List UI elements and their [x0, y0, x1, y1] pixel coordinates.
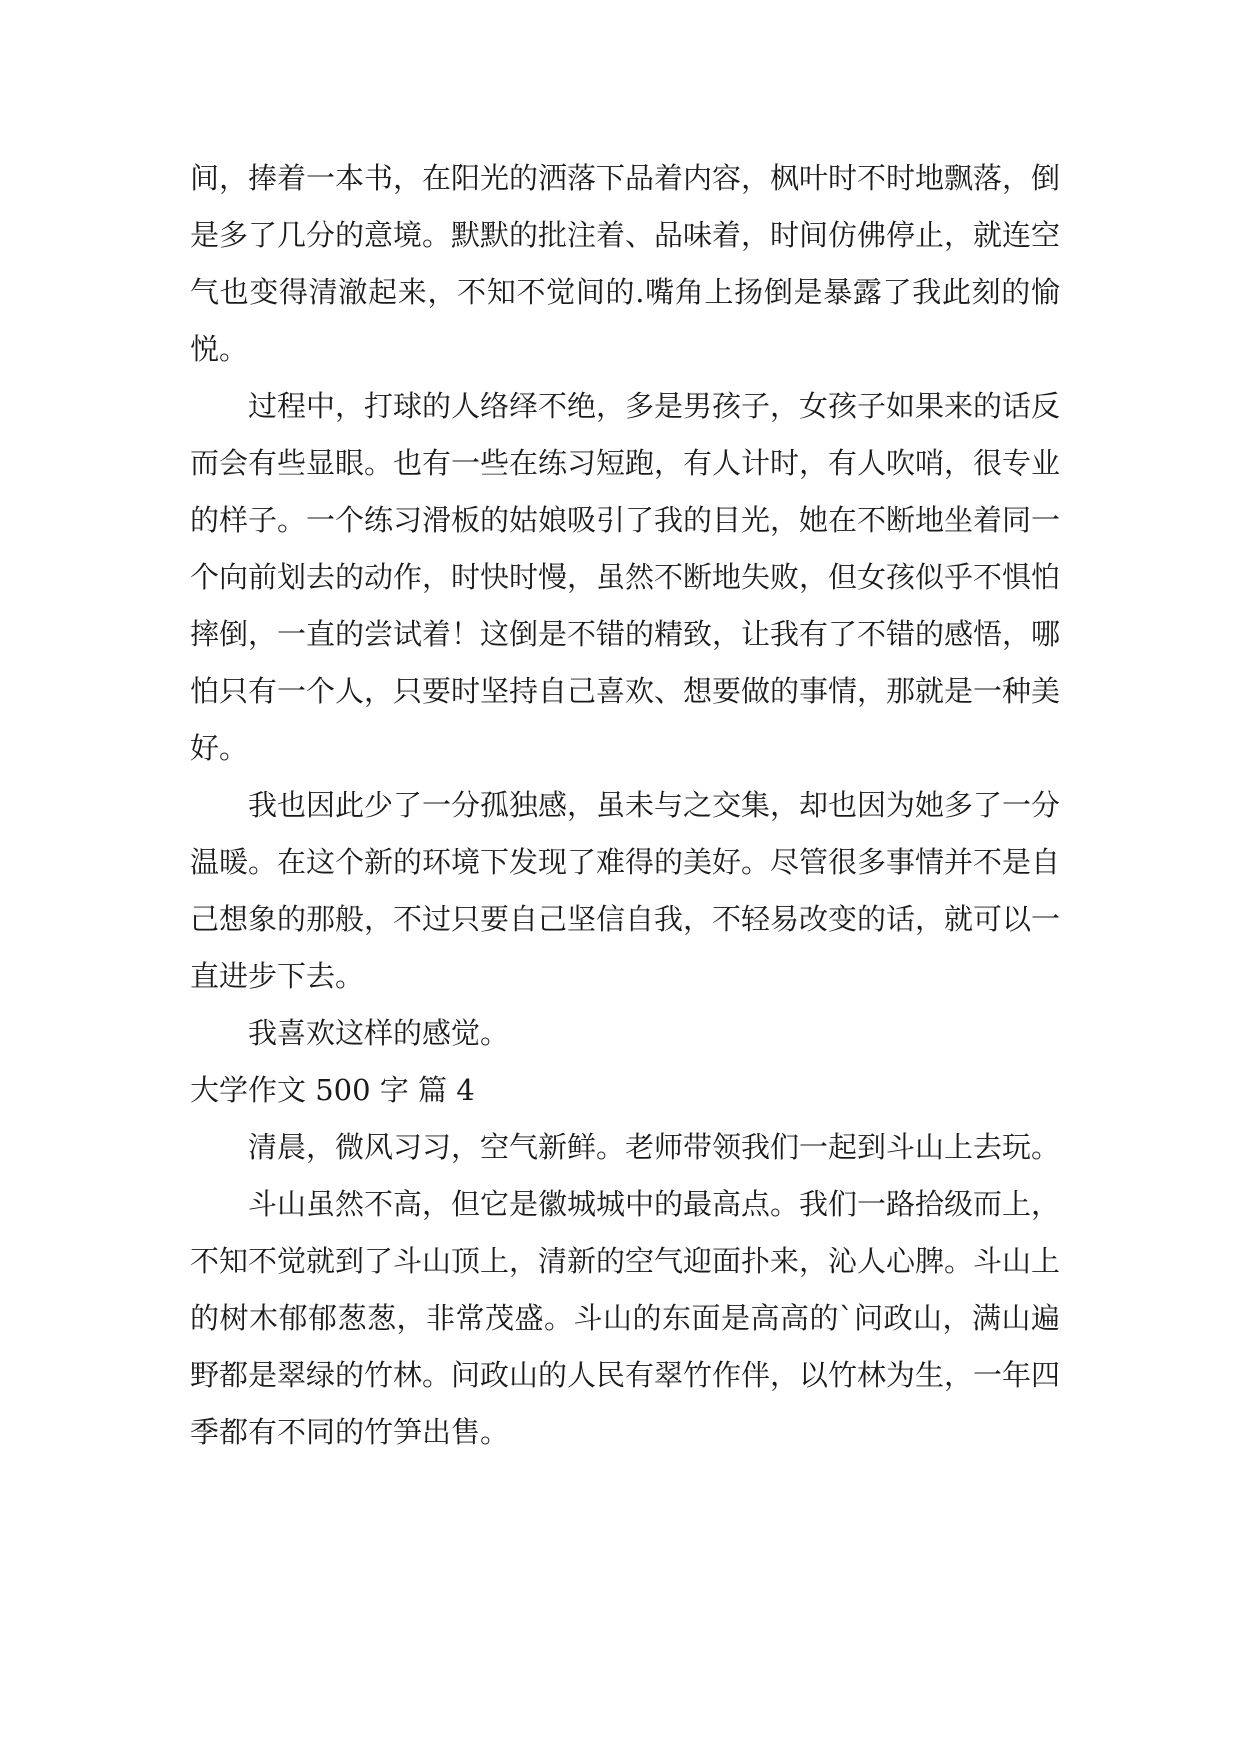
paragraph-5: 清晨，微风习习，空气新鲜。老师带领我们一起到斗山上去玩。: [248, 1130, 1061, 1164]
paragraph-6: 斗山虽然不高，但它是徽城城中的最高点。我们一路拾级而上，不知不觉就到了斗山顶上，清新的空气迎面扑来，沁人心脾。斗山上的树木郁郁葱葱，非常茂盛。斗山的东面是高高的`问政山，满山遍野都是翠绿的竹林。问政山的人民有翠竹作伴，以竹林为生，一年四季都有不同的竹笋出售。: [190, 1187, 1061, 1449]
paragraph-3: 我也因此少了一分孤独感，虽未与之交集，却也因为她多了一分温暖。在这个新的环境下发现了难得的美好。尽管很多事情并不是自己想象的那般，不过只要自己坚信自我，不轻易改变的话，就可以一直进步下去。: [190, 788, 1061, 993]
paragraph-4: 我喜欢这样的感觉。: [248, 1016, 510, 1050]
paragraph-2: 过程中，打球的人络绎不绝，多是男孩子，女孩子如果来的话反而会有些显眼。也有一些在练习短跑，有人计时，有人吹哨，很专业的样子。一个练习滑板的姑娘吸引了我的目光，她在不断地坐着同一个向前划去的动作，时快时慢，虽然不断地失败，但女孩似乎不惧怕摔倒，一直的尝试着！这倒是不错的精致，让我有了不错的感悟，哪怕只有一个人，只要时坚持自己喜欢、想要做的事情，那就是一种美好。: [190, 389, 1061, 765]
paragraph-1: 间，捧着一本书，在阳光的洒落下品着内容，枫叶时不时地飘落，倒是多了几分的意境。默默的批注着、品味着，时间仿佛停止，就连空气也变得清澈起来，不知不觉间的.嘴角上扬倒是暴露了我此刻的愉悦。: [190, 161, 1061, 366]
document-page: [190, 150, 1060, 1461]
section-heading: 大学作文 500 字 篇 4: [190, 1073, 475, 1107]
